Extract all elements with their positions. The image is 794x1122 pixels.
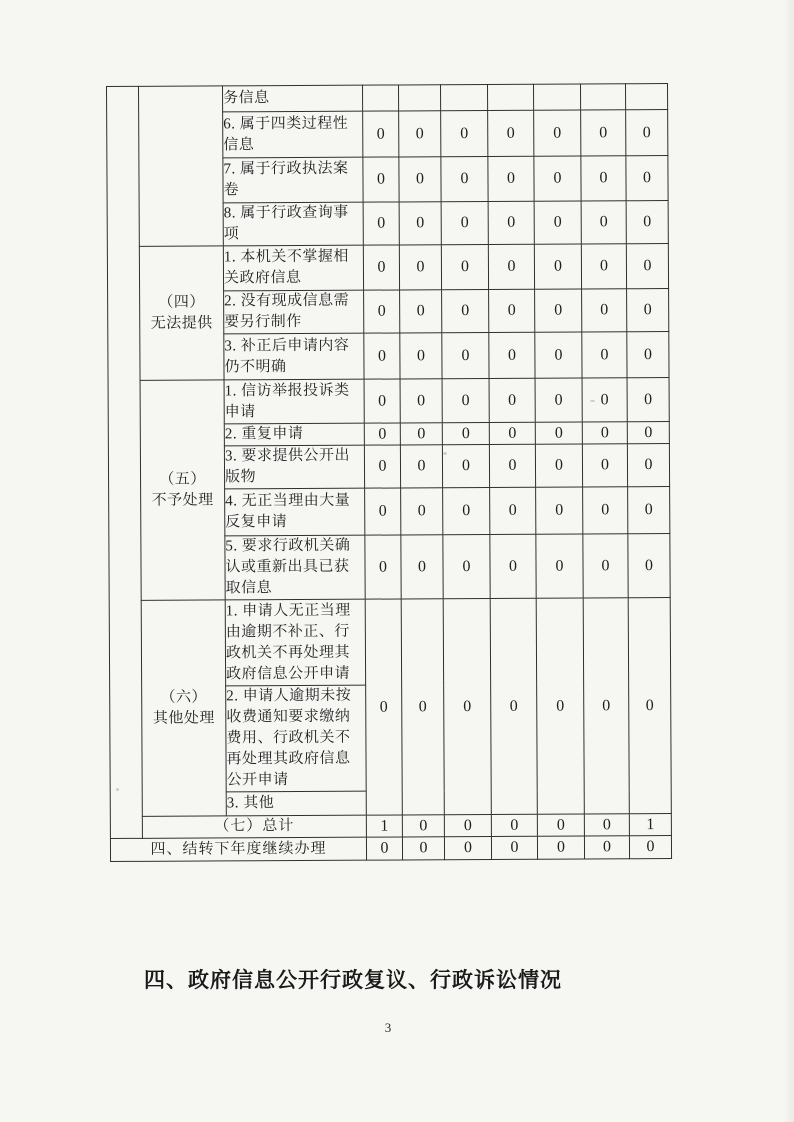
- value-cell: 0: [444, 836, 491, 859]
- section-label-line1: （六）: [160, 688, 207, 706]
- item-cell: 务信息: [223, 85, 363, 112]
- value-cell: 0: [442, 289, 489, 332]
- value-cell: 0: [364, 423, 400, 445]
- value-cell: 0: [364, 379, 400, 423]
- value-cell: 0: [627, 332, 669, 378]
- section-label-cell: [139, 246, 224, 380]
- merged-value-cell: 0: [583, 598, 629, 814]
- annual-report-table: [106, 83, 672, 862]
- section-label-line2: 不予处理: [151, 491, 214, 509]
- value-cell: 0: [581, 244, 626, 289]
- value-cell: 0: [441, 202, 488, 245]
- item-cell: 8. 属于行政查询事项: [223, 202, 363, 246]
- value-cell: 0: [627, 444, 669, 487]
- value-cell: 0: [365, 535, 401, 599]
- value-cell: 0: [489, 332, 535, 378]
- value-cell: 0: [441, 157, 488, 202]
- item-cell: 3. 其他: [226, 791, 366, 816]
- value-cell: 0: [534, 201, 581, 244]
- item-cell: 2. 申请人逾期未按收费通知要求缴纳费用、行政机关不再处理其政府信息公开申请: [226, 685, 367, 792]
- value-cell: 0: [583, 487, 628, 534]
- value-cell: 0: [581, 156, 626, 201]
- value-cell: 0: [399, 111, 441, 157]
- value-cell: 0: [535, 422, 582, 444]
- item-cell: 2. 没有现成信息需要另行制作: [224, 290, 364, 334]
- value-cell: [533, 84, 580, 110]
- value-cell: 0: [489, 422, 535, 444]
- value-cell: 0: [399, 245, 441, 290]
- value-cell: 0: [400, 379, 442, 423]
- value-cell: 0: [489, 289, 535, 332]
- value-cell: 0: [399, 202, 441, 245]
- value-cell: 0: [489, 378, 535, 422]
- value-cell: 0: [582, 378, 627, 422]
- value-cell: [580, 84, 625, 110]
- table-wrapper: [106, 83, 672, 862]
- value-cell: 0: [629, 836, 671, 859]
- value-cell: 0: [626, 110, 668, 156]
- section-label-cell: [141, 600, 226, 816]
- item-cell: 2. 重复申请: [224, 423, 364, 446]
- value-cell: 0: [402, 837, 444, 860]
- value-cell: 0: [535, 444, 582, 487]
- merged-value-cell: 0: [401, 599, 444, 815]
- scan-speck: [116, 788, 119, 791]
- value-cell: 0: [444, 814, 491, 836]
- value-cell: 0: [537, 814, 584, 836]
- value-cell: [362, 85, 398, 111]
- value-cell: 0: [363, 202, 399, 245]
- value-cell: 0: [363, 157, 399, 202]
- value-cell: 0: [488, 201, 534, 244]
- value-cell: 0: [626, 244, 668, 289]
- table-row: [109, 598, 670, 687]
- item-cell: 3. 要求提供公开出版物: [224, 445, 364, 489]
- value-cell: 0: [626, 156, 668, 201]
- value-cell: 0: [488, 110, 534, 156]
- table-row: [110, 814, 671, 839]
- value-cell: 0: [534, 110, 581, 156]
- value-cell: 0: [628, 487, 670, 534]
- value-cell: 0: [400, 445, 442, 488]
- merged-value-cell: 0: [628, 598, 671, 814]
- table-row: [107, 84, 668, 113]
- value-cell: 0: [536, 534, 583, 598]
- section-heading: 四、政府信息公开行政复议、行政诉讼情况: [144, 969, 562, 992]
- value-cell: 0: [442, 378, 489, 422]
- scan-speck: [590, 400, 595, 402]
- value-cell: 0: [488, 244, 534, 289]
- carryover-label-cell: 四、结转下年度继续办理: [110, 837, 366, 861]
- value-cell: 0: [535, 289, 582, 332]
- value-cell: 0: [627, 378, 669, 422]
- item-cell: 7. 属于行政执法案卷: [223, 157, 363, 203]
- value-cell: [398, 85, 440, 111]
- value-cell: 0: [363, 111, 399, 157]
- page-number: 3: [384, 1020, 392, 1035]
- value-cell: 0: [537, 836, 584, 859]
- section-label-line2: 无法提供: [150, 314, 213, 332]
- value-cell: 0: [366, 837, 402, 860]
- value-cell: 0: [491, 814, 537, 836]
- merged-value-cell: 0: [365, 599, 402, 815]
- value-cell: 0: [490, 487, 536, 534]
- item-cell: 4. 无正当理由大量反复申请: [225, 488, 365, 536]
- value-cell: 0: [442, 422, 489, 444]
- value-cell: 0: [626, 201, 668, 244]
- value-cell: 0: [364, 333, 400, 379]
- item-cell: 5. 要求行政机关确认或重新出具已获取信息: [225, 535, 365, 600]
- value-cell: 0: [581, 201, 626, 244]
- value-cell: 0: [364, 290, 400, 333]
- item-cell: 1. 信访举报投诉类申请: [224, 379, 364, 424]
- value-cell: 0: [535, 378, 582, 422]
- table-row: [108, 378, 669, 425]
- value-cell: 0: [536, 487, 583, 534]
- value-cell: 0: [491, 836, 537, 859]
- value-cell: 0: [582, 444, 627, 487]
- value-cell: 0: [583, 534, 628, 598]
- section-label-line1: （四）: [158, 293, 205, 311]
- value-cell: 1: [366, 815, 402, 837]
- value-cell: 0: [442, 444, 489, 487]
- value-cell: 0: [627, 289, 669, 332]
- value-cell: 0: [582, 289, 627, 332]
- value-cell: 0: [584, 836, 629, 859]
- value-cell: 0: [441, 111, 488, 157]
- value-cell: 0: [399, 157, 441, 202]
- scan-speck: [443, 452, 447, 455]
- table-row: [107, 244, 668, 292]
- value-cell: 0: [400, 333, 442, 379]
- section-label-line2: 其他处理: [152, 709, 215, 727]
- item-cell: 1. 本机关不掌握相关政府信息: [223, 245, 363, 291]
- value-cell: 0: [582, 422, 627, 444]
- value-cell: 0: [365, 488, 401, 535]
- value-cell: 0: [442, 332, 489, 378]
- value-cell: 0: [364, 445, 400, 488]
- value-cell: 0: [443, 534, 490, 598]
- value-cell: 0: [401, 488, 443, 535]
- value-cell: 0: [489, 444, 535, 487]
- value-cell: 0: [535, 332, 582, 378]
- value-cell: 1: [629, 814, 671, 836]
- merged-value-cell: 0: [490, 598, 537, 814]
- table-row: [110, 836, 671, 862]
- value-cell: [440, 85, 487, 111]
- value-cell: 0: [490, 534, 536, 598]
- value-cell: [487, 84, 533, 110]
- value-cell: 0: [582, 332, 627, 378]
- merged-value-cell: 0: [536, 598, 584, 814]
- item-cell: 1. 申请人无正当理由逾期不补正、行政机关不再处理其政府信息公开申请: [225, 599, 365, 686]
- section-label-line1: （五）: [159, 470, 206, 488]
- section-label-cell: [140, 380, 225, 600]
- value-cell: 0: [402, 815, 444, 837]
- value-cell: 0: [627, 422, 669, 444]
- value-cell: 0: [441, 245, 488, 290]
- value-cell: 0: [443, 487, 490, 534]
- value-cell: 0: [400, 423, 442, 445]
- outer-spanner-cell: [107, 86, 143, 838]
- value-cell: 0: [584, 814, 629, 836]
- value-cell: 0: [488, 156, 534, 201]
- section-label-cell-empty: [139, 86, 224, 246]
- value-cell: 0: [628, 534, 670, 598]
- value-cell: 0: [401, 535, 443, 599]
- item-cell: 3. 补正后申请内容仍不明确: [224, 333, 364, 380]
- value-cell: 0: [400, 290, 442, 333]
- total-label-cell: （七）总计: [142, 815, 366, 838]
- value-cell: 0: [363, 245, 399, 290]
- value-cell: 0: [534, 156, 581, 201]
- value-cell: 0: [534, 244, 581, 289]
- merged-value-cell: 0: [443, 598, 491, 814]
- value-cell: [625, 84, 667, 110]
- item-cell: 6. 属于四类过程性信息: [223, 111, 363, 158]
- value-cell: 0: [581, 110, 626, 156]
